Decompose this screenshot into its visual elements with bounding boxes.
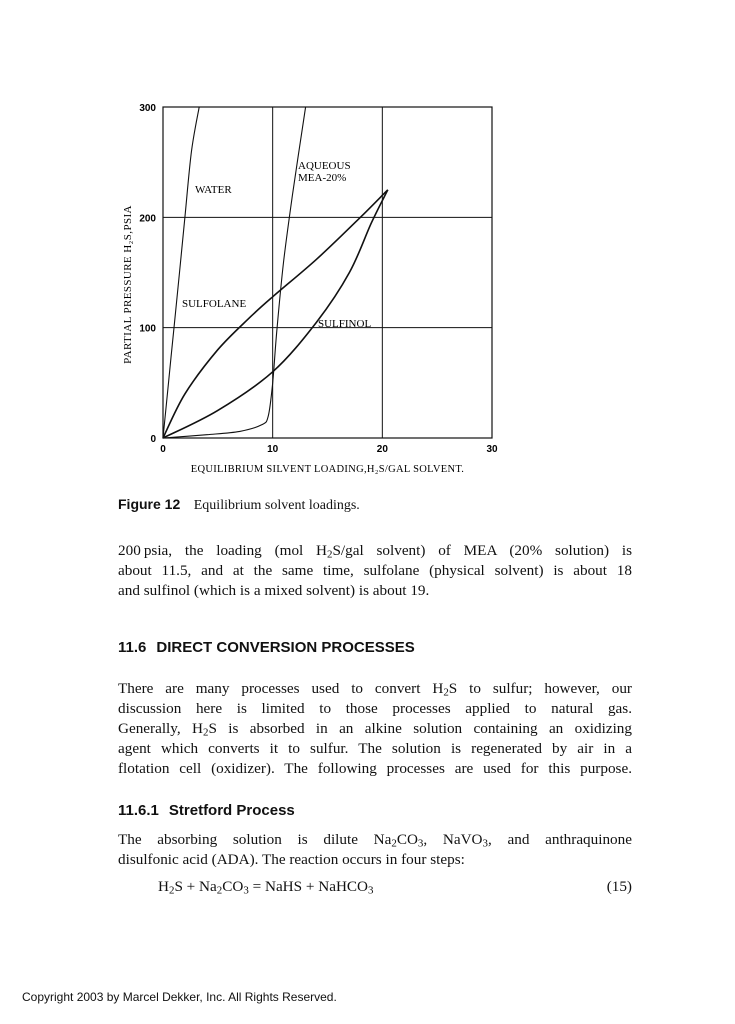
subsection-heading xyxy=(118,802,295,819)
curve-label: SULFOLANE xyxy=(182,298,247,310)
section-number: 11.6 xyxy=(118,639,147,656)
figure-caption xyxy=(118,496,360,514)
solvent-loading-figure xyxy=(115,95,515,485)
equation-15 xyxy=(158,878,632,896)
y-tick-label: 100 xyxy=(139,323,156,335)
series-line-sulfinol xyxy=(163,190,388,438)
section-heading xyxy=(118,639,415,656)
figure-number: Figure 12 xyxy=(118,496,181,512)
series-line-aqueous-mea-20 xyxy=(163,107,306,438)
equilibrium-chart xyxy=(115,95,515,485)
text-line: discussion here is limited to those processes applied to natural gas. xyxy=(118,700,632,717)
equation-body: $H_2S + Na_2CO_3$ = NaHS + NaHCO$_3$ xyxy=(158,878,374,897)
section-title: DIRECT CONVERSION PROCESSES xyxy=(156,639,415,656)
paragraph-direct-conversion xyxy=(118,679,632,779)
copyright-notice: Copyright 2003 by Marcel Dekker, Inc. All Rights Reserved. xyxy=(22,990,337,1004)
curve-label: WATER xyxy=(195,184,232,196)
x-tick-label: 10 xyxy=(267,444,279,455)
series-line-sulfolane xyxy=(163,190,388,438)
text-line: agent which converts it to sulfur. The solution is regenerated by air in a xyxy=(118,740,632,757)
plot-frame xyxy=(163,107,492,438)
paragraph-loading xyxy=(118,541,632,601)
series-line-water xyxy=(163,107,199,438)
curve-label: SULFINOL xyxy=(318,318,372,330)
subsection-number: 11.6.1 xyxy=(118,802,159,819)
curve-label: MEA-20% xyxy=(298,172,347,184)
x-axis-title: EQUILIBRIUM SILVENT LOADING,H₂S/GAL SOLVENT. xyxy=(190,464,465,475)
text-line: flotation cell (oxidizer). The following processes are used for this purpose. xyxy=(118,760,632,777)
text-line: 200 psia, the loading (mol $H_2S$/gal solvent) of MEA (20% solution) is xyxy=(118,542,632,561)
figure-caption-text: Equilibrium solvent loadings. xyxy=(193,498,360,513)
text-line: There are many processes used to convert $H_2S$ to sulfur; however, our xyxy=(118,680,632,699)
y-tick-label: 200 xyxy=(139,213,156,225)
y-tick-label: 300 xyxy=(139,103,156,114)
curve-label: AQUEOUS xyxy=(298,160,351,172)
text-line: The absorbing solution is dilute $Na_2CO_3$, NaVO$_3$, and anthraquinone xyxy=(118,831,632,850)
x-tick-label: 0 xyxy=(160,444,166,455)
x-tick-label: 20 xyxy=(376,444,388,455)
text-line: disulfonic acid (ADA). The reaction occurs in four steps: xyxy=(118,851,465,868)
paragraph-stretford xyxy=(118,830,632,870)
text-line: about 11.5, and at the same time, sulfolane (physical solvent) is about 18 xyxy=(118,562,632,579)
x-tick-label: 30 xyxy=(486,444,498,455)
subsection-title: Stretford Process xyxy=(168,802,295,819)
equation-number: (15) xyxy=(606,878,632,895)
y-axis-title: PARTIAL PRESSURE H₂S,PSIA xyxy=(122,205,134,364)
text-line: Generally, $H_2S$ is absorbed in an alkine solution containing an oxidizing xyxy=(118,720,632,739)
y-tick-label: 0 xyxy=(150,434,156,445)
text-line: and sulfinol (which is a mixed solvent) is about 19. xyxy=(118,582,430,599)
